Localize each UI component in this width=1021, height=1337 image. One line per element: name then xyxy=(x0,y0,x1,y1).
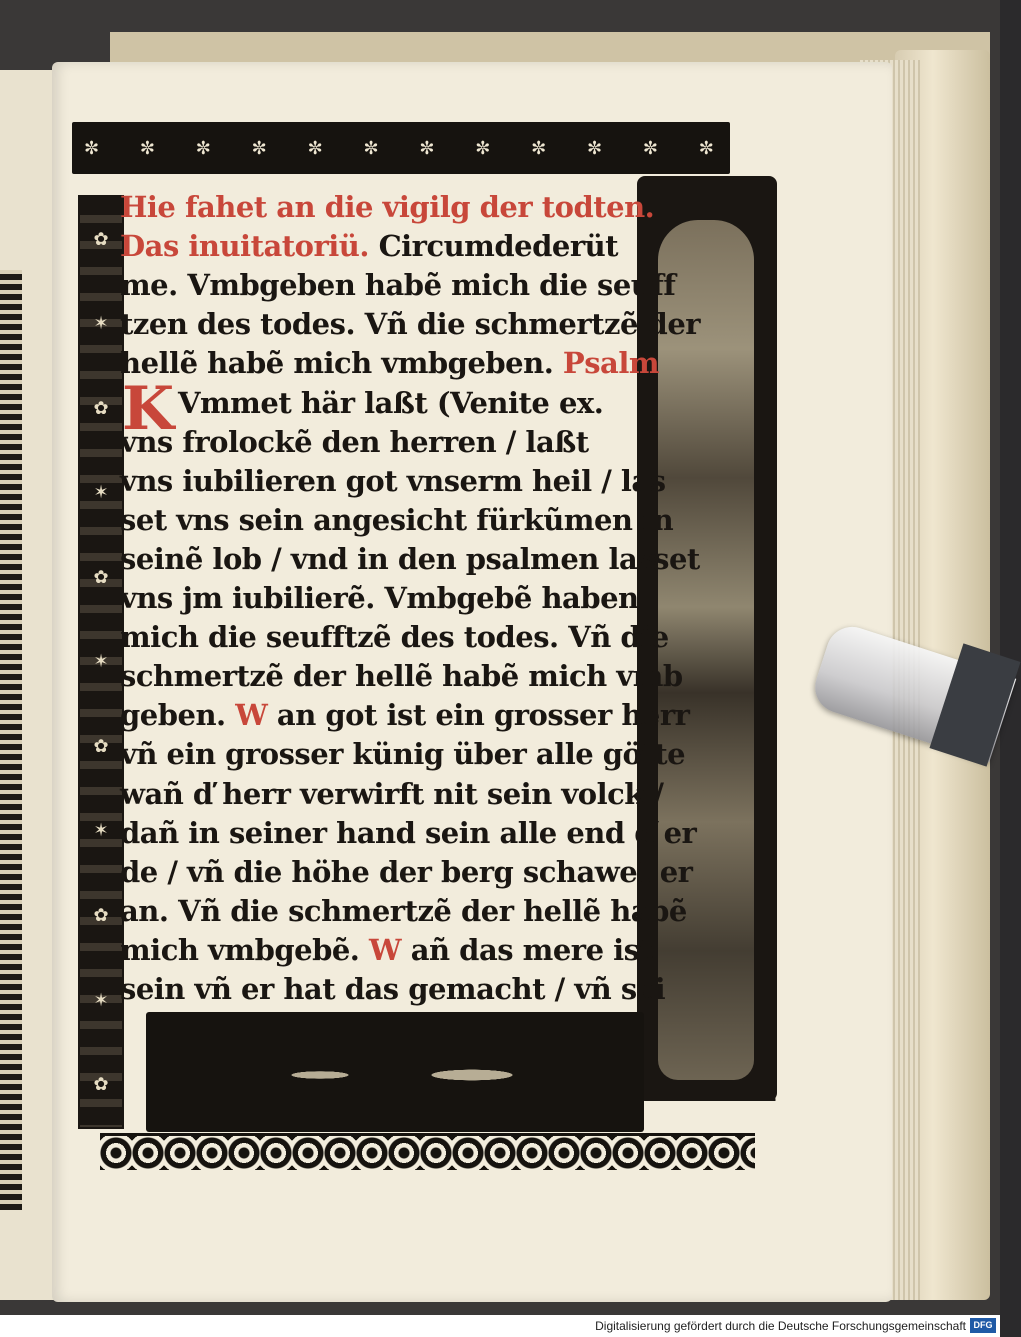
text-line xyxy=(120,964,666,1014)
blackletter-text-block xyxy=(120,182,701,1006)
scroll-ornament-border xyxy=(100,1133,755,1170)
body-text: me. Vmbgeben habẽ mich die seuff xyxy=(120,268,676,303)
body-text: geben. xyxy=(120,698,236,733)
flower-ornament-icon: ✿ xyxy=(93,735,109,757)
body-text: de / vñ die höhe der berg schawet er xyxy=(120,854,693,889)
flower-ornament-icon: ✼ xyxy=(642,137,662,159)
rubric-text: W xyxy=(235,698,268,733)
flower-ornament-icon: ✶ xyxy=(93,989,109,1011)
bird-and-fish-illustration xyxy=(206,1040,586,1110)
left-page-edge xyxy=(0,70,60,1300)
rubric-text: Psalm xyxy=(562,346,660,381)
flower-ornament-icon: ✼ xyxy=(531,137,551,159)
top-woodcut-border xyxy=(72,122,730,174)
left-woodcut-border xyxy=(78,195,124,1129)
flower-ornament-icon: ✿ xyxy=(93,397,109,419)
flower-ornament-icon: ✶ xyxy=(93,313,109,335)
dfg-logo: DFG xyxy=(970,1318,996,1333)
flower-ornament-icon: ✼ xyxy=(419,137,439,159)
body-text: schmertzẽ der hellẽ habẽ mich vmb xyxy=(120,659,683,694)
flower-column xyxy=(80,197,122,1127)
body-text: mich vmbgebẽ. xyxy=(120,932,370,967)
flower-ornament-icon: ✼ xyxy=(251,137,271,159)
body-text: an. Vñ die schmertzẽ der hellẽ habẽ xyxy=(120,893,687,928)
body-text: vns iubilieren got vnserm heil / las xyxy=(120,463,666,498)
flower-ornament-icon: ✿ xyxy=(93,566,109,588)
flower-ornament-icon: ✶ xyxy=(93,482,109,504)
drop-cap-initial: K xyxy=(122,374,175,444)
body-text: vñ ein grosser künig über alle götte xyxy=(120,737,686,772)
flower-ornament-icon: ✶ xyxy=(93,651,109,673)
flower-ornament-icon: ✼ xyxy=(139,137,159,159)
body-text: Circumdederüt xyxy=(378,229,619,264)
rubric-text: Hie fahet an die vigilg der todten. xyxy=(120,190,655,224)
bottom-woodcut-border xyxy=(146,1012,644,1132)
flower-ornament-icon: ✿ xyxy=(93,905,109,927)
body-text: an got ist ein grosser herr xyxy=(267,698,690,733)
flower-ornament-icon: ✼ xyxy=(363,137,383,159)
flower-ornament-icon: ✼ xyxy=(195,137,215,159)
funding-credit: Digitalisierung gefördert durch die Deutsche Forschungsgemeinschaft xyxy=(595,1319,966,1333)
body-text: wañ ď herr verwirft nit sein volck / xyxy=(120,776,664,811)
flower-ornament-icon: ✿ xyxy=(93,228,109,250)
body-text: Vmmet här laßt (Venite ex. xyxy=(178,385,604,420)
body-text: añ das mere ist xyxy=(401,932,653,967)
flower-ornament-icon: ✼ xyxy=(587,137,607,159)
footer-bar xyxy=(0,1315,1000,1337)
flower-ornament-icon: ✼ xyxy=(475,137,495,159)
right-scalloped-edge xyxy=(765,176,797,1101)
rubric-text: Das inuitatoriü. xyxy=(120,229,379,264)
flower-ornament-icon: ✿ xyxy=(93,1074,109,1096)
body-text: sein vñ er hat das gemacht / vñ sei xyxy=(120,972,666,1006)
rubric-text: W xyxy=(369,932,402,967)
left-page-woodcut-border xyxy=(0,270,22,1210)
flower-ornament-icon: ✶ xyxy=(93,820,109,842)
body-text: vns jm iubilierẽ. Vmbgebẽ haben xyxy=(120,581,639,615)
body-text: set vns sein angesicht fürkũmen in xyxy=(120,502,674,537)
woodcut-figures-illustration xyxy=(658,220,754,1080)
body-text: dañ in seiner hand sein alle end ď er xyxy=(120,815,697,850)
flower-ornament-row xyxy=(84,134,718,162)
flower-ornament-icon: ✼ xyxy=(84,137,104,159)
flower-ornament-icon: ✼ xyxy=(698,137,718,159)
flower-ornament-icon: ✼ xyxy=(307,137,327,159)
body-text: tzen des todes. Vñ die schmertzẽ der xyxy=(120,307,701,342)
body-text: mich die seufftzẽ des todes. Vñ die xyxy=(120,620,669,655)
body-text: hellẽ habẽ mich vmbgeben. xyxy=(120,346,563,381)
body-text: vns frolockẽ den herren / laßt xyxy=(120,424,589,459)
body-text: seinẽ lob / vnd in den psalmen lasset xyxy=(120,541,700,576)
